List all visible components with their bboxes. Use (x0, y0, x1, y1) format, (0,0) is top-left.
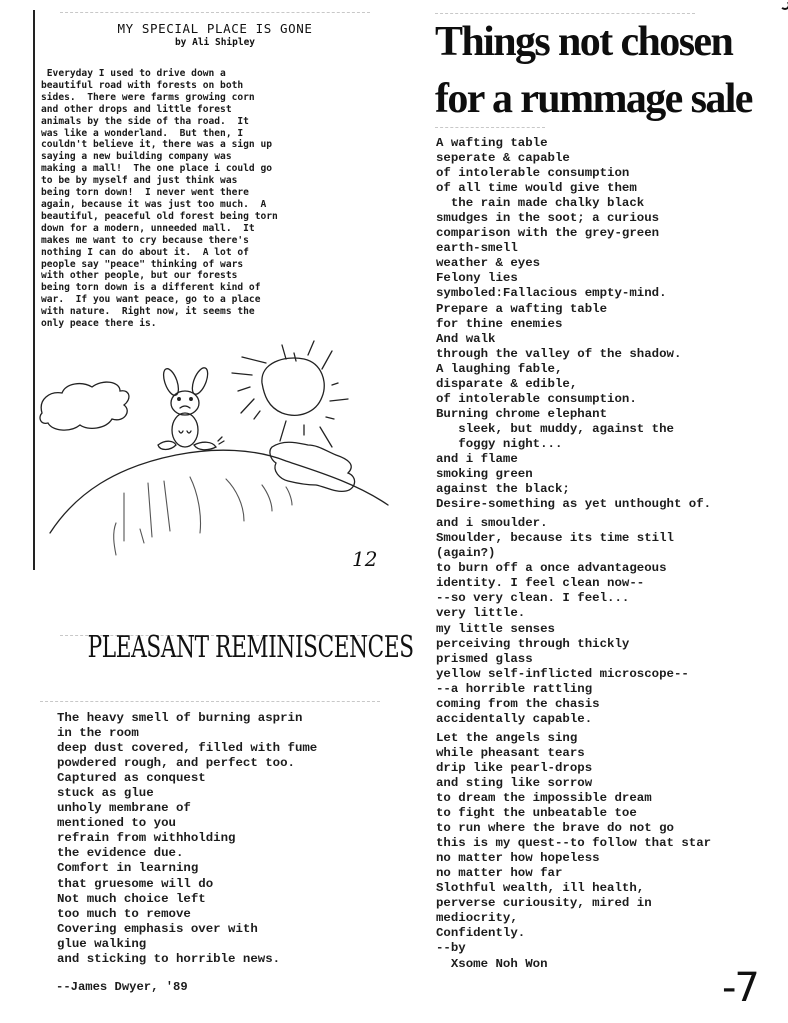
text-line: deep dust covered, filled with fume (57, 741, 318, 756)
text-line: animals by the side of tha road. It (41, 115, 249, 127)
text-line: and sticking to horrible news. (57, 951, 281, 966)
column-rule (33, 10, 35, 570)
text-line: Smoulder, because its time still (436, 531, 674, 546)
text-line: down for a modern, unneeded mall. It (41, 222, 255, 234)
divider-line (40, 701, 380, 703)
text-line: people say "peace" thinking of wars (41, 258, 244, 270)
text-line: Desire-something as yet unthought of. (436, 497, 712, 512)
text-line: the evidence due. (57, 846, 184, 861)
text-line: the rain made chalky black (436, 196, 645, 211)
text-line: mediocrity, (436, 911, 518, 926)
text-line: Xsome Noh Won (436, 956, 548, 971)
text-line: prismed glass (436, 651, 533, 666)
text-line: nothing I can do about it. A lot of (41, 246, 249, 258)
text-line: sleek, but muddy, against the (436, 421, 674, 436)
story-body (41, 68, 361, 330)
text-line: my little senses (436, 621, 555, 636)
text-line: beautiful, peaceful old forest being torn (41, 210, 278, 222)
text-line: for thine enemies (436, 316, 563, 331)
text-line: sides. There were farms growing corn (41, 91, 255, 103)
text-line: no matter how hopeless (436, 851, 600, 866)
text-line: weather & eyes (436, 256, 541, 271)
text-line: Covering emphasis over with (57, 921, 258, 936)
text-line: symboled:Fallacious empty-mind. (436, 286, 667, 301)
text-line: perceiving through thickly (436, 636, 630, 651)
text-line: and i flame (436, 451, 518, 466)
text-line: with nature. Right now, it seems the (41, 306, 255, 318)
text-line: through the valley of the shadow. (436, 346, 682, 361)
text-line: (again?) (436, 546, 496, 561)
cloud-icon (40, 382, 129, 430)
bunny-hill-drawing (36, 333, 400, 573)
text-line: of intolerable consumption (436, 166, 630, 181)
text-line: was like a wonderland. But then, I (41, 127, 244, 139)
text-line: war. If you want peace, go to a place (41, 294, 261, 306)
text-line: A laughing fable, (436, 361, 563, 376)
text-line: to burn off a once advantageous (436, 561, 667, 576)
hill-icon (50, 450, 388, 533)
story-title: PLEASANT REMINISCENCES (87, 630, 414, 665)
text-line: Burning chrome elephant (436, 406, 608, 421)
text-line: beautiful road with forests on both (41, 79, 244, 91)
poem-body (57, 711, 317, 967)
text-line: Comfort in learning (57, 861, 199, 876)
bunny-icon (158, 366, 224, 450)
text-line: The heavy smell of burning asprin (57, 711, 303, 725)
text-line: accidentally capable. (436, 711, 593, 726)
text-line: perverse curiousity, mired in (436, 896, 652, 911)
text-line: and other drops and little forest (41, 103, 232, 115)
text-line: and i smoulder. (436, 516, 548, 531)
text-line: very little. (436, 606, 526, 621)
poem-author: --James Dwyer, '89 (56, 980, 188, 994)
text-line: Prepare a wafting table (436, 301, 608, 316)
text-line: identity. I feel clean now-- (436, 576, 645, 591)
text-line: being torn down is a different kind of (41, 282, 261, 294)
text-line: of all time would give them (436, 181, 637, 196)
text-line: earth-smell (436, 241, 518, 256)
corner-mark (780, 0, 788, 10)
page-number: -7 (722, 965, 758, 1011)
text-line: stuck as glue (57, 786, 154, 801)
text-line: Slothful wealth, ill health, (436, 881, 645, 896)
text-line: drip like pearl-drops (436, 760, 593, 775)
poem-body (436, 136, 711, 972)
text-line: couldn't believe it, there was a sign up (41, 139, 273, 151)
text-line: --so very clean. I feel... (436, 591, 630, 606)
text-line: Let the angels sing (436, 730, 578, 745)
story-title: MY SPECIAL PLACE IS GONE (117, 21, 313, 36)
text-line: Confidently. (436, 926, 526, 941)
text-line: Not much choice left (57, 891, 206, 906)
title-line: for a rummage sale (435, 76, 752, 122)
text-line: glue walking (57, 936, 147, 951)
text-line: that gruesome will do (57, 876, 214, 891)
text-line: Felony lies (436, 271, 518, 286)
text-line: Everyday I used to drive down a (41, 68, 226, 79)
text-line: foggy night... (436, 436, 563, 451)
text-line: too much to remove (57, 906, 191, 921)
text-line: And walk (436, 331, 496, 346)
text-line: yellow self-inflicted microscope-- (436, 666, 689, 681)
text-line: unholy membrane of (57, 801, 191, 816)
text-line: to run where the brave do not go (436, 821, 674, 836)
text-line: to be by myself and just think was (41, 175, 238, 187)
text-line: smoking green (436, 467, 533, 482)
text-line: and sting like sorrow (436, 775, 593, 790)
title-line: Things not chosen (435, 19, 733, 65)
text-line: refrain from withholding (57, 831, 236, 846)
text-line: no matter how far (436, 866, 563, 881)
text-line: comparison with the grey-green (436, 226, 660, 241)
text-line: --a horrible rattling (436, 681, 593, 696)
text-line: in the room (57, 726, 139, 741)
text-line: powdered rough, and perfect too. (57, 756, 295, 771)
text-line: against the black; (436, 482, 570, 497)
text-line: Captured as conquest (57, 771, 206, 786)
text-line: --by (436, 941, 466, 956)
text-line: while pheasant tears (436, 745, 585, 760)
divider-line (60, 12, 370, 14)
text-line: mentioned to you (57, 816, 176, 831)
text-line: seperate & capable (436, 151, 570, 166)
story-byline: by Ali Shipley (174, 37, 256, 48)
text-line: coming from the chasis (436, 696, 600, 711)
text-line: disparate & edible, (436, 376, 578, 391)
sun-icon (232, 341, 348, 447)
bush-icon (270, 442, 355, 491)
text-line: to dream the impossible dream (436, 791, 652, 806)
text-line: saying a new building company was (41, 151, 232, 163)
grass-strokes (114, 477, 292, 555)
text-line: being torn down! I never went there (41, 187, 249, 199)
text-line: A wafting table (436, 136, 548, 150)
text-line: of intolerable consumption. (436, 391, 637, 406)
text-line: only peace there is. (41, 318, 157, 330)
text-line: making a mall! The one place i could go (41, 163, 273, 175)
poem-title (435, 14, 780, 128)
text-line: with other people, but our forests (41, 270, 238, 282)
text-line: makes me want to cry because there's (41, 234, 249, 246)
text-line: smudges in the soot; a curious (436, 211, 660, 226)
text-line: again, because it was just too much. A (41, 198, 267, 210)
page-number: 12 (352, 547, 378, 571)
text-line: to fight the unbeatable toe (436, 806, 637, 821)
text-line: this is my quest--to follow that star (436, 836, 712, 851)
